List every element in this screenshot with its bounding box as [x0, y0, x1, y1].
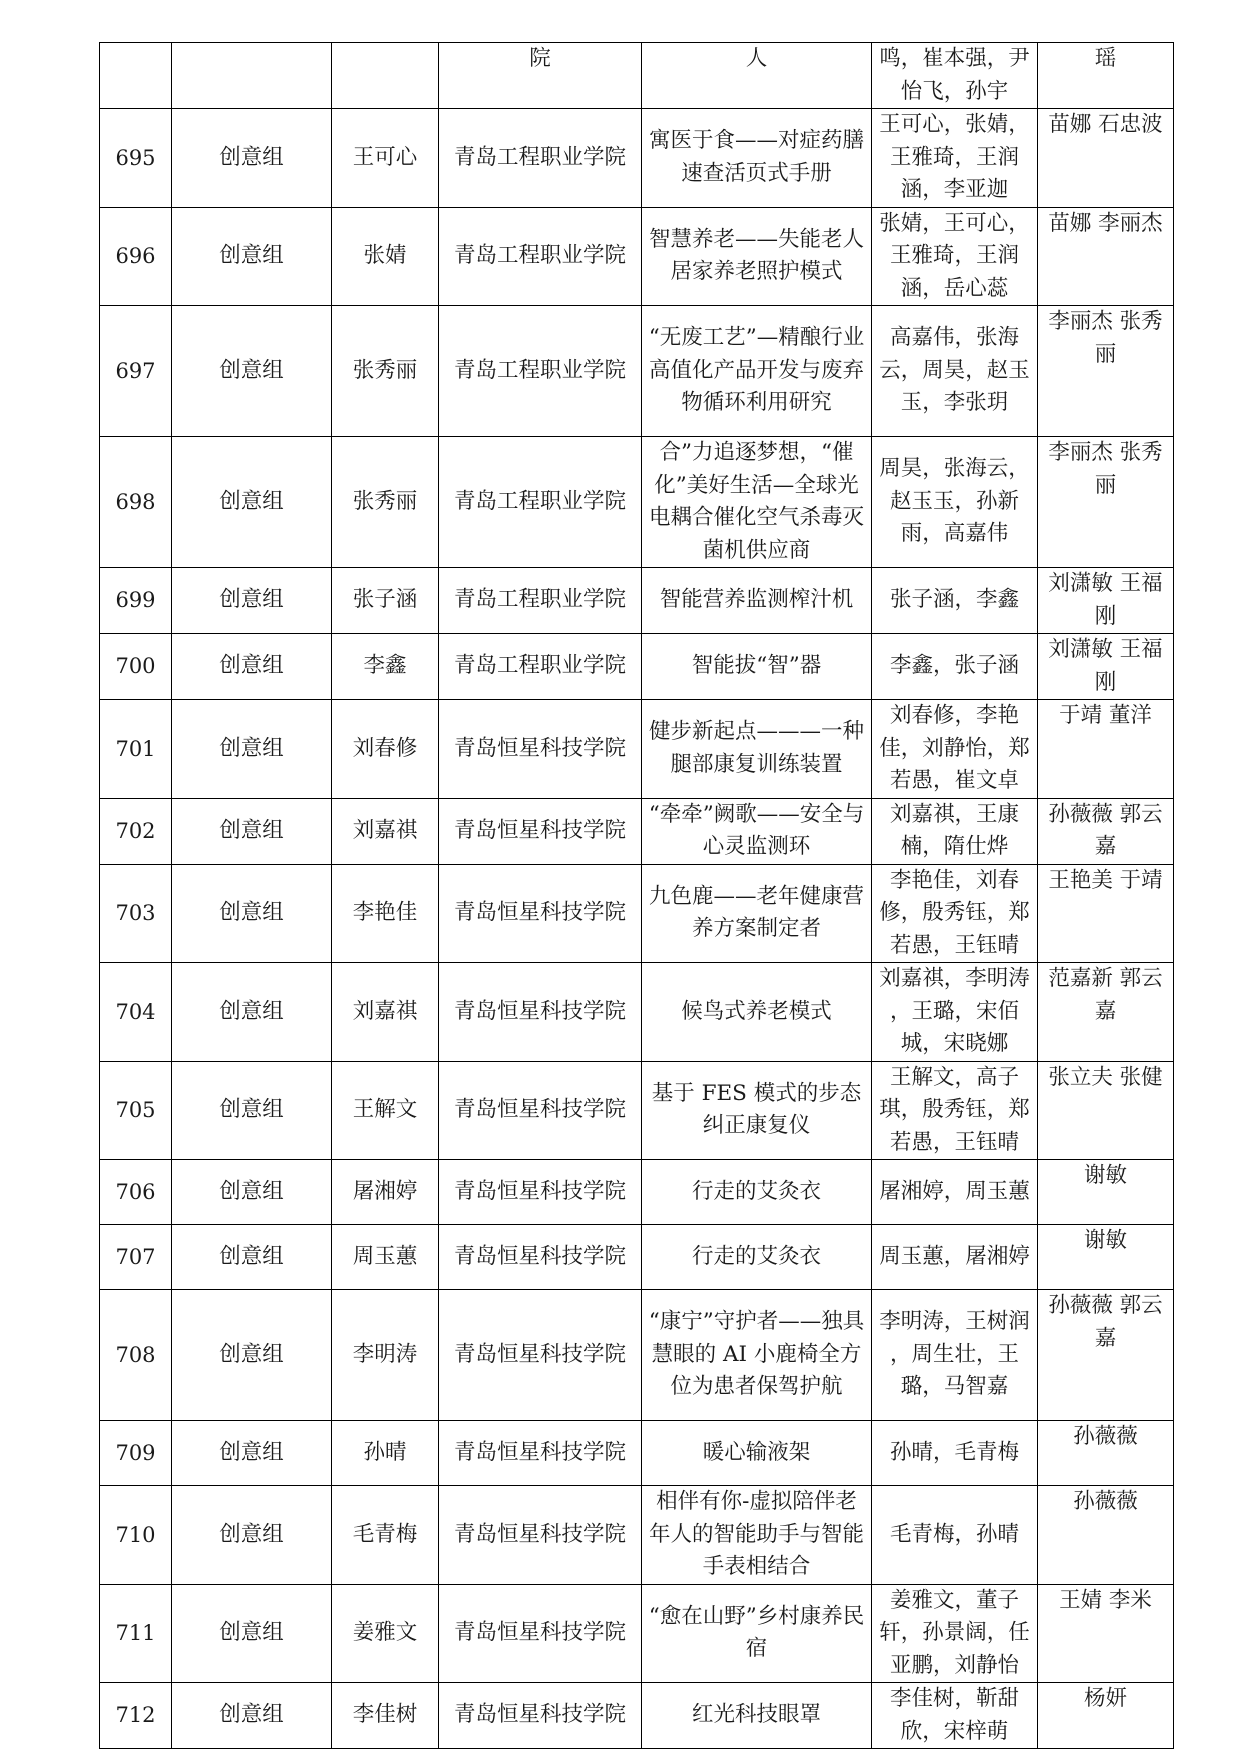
table-row [100, 1290, 1174, 1421]
cell-leader: 张子涵 [332, 568, 439, 634]
cell-advisors: 孙薇薇 [1038, 1486, 1174, 1585]
cell-seq: 701 [100, 700, 172, 799]
cell-leader: 王可心 [332, 109, 439, 208]
cell-seq: 700 [100, 634, 172, 700]
cell-advisors: 刘潇敏 王福刚 [1038, 568, 1174, 634]
cell-school: 青岛工程职业学院 [439, 109, 642, 208]
cell-advisors: 王艳美 于靖 [1038, 864, 1174, 963]
cell-seq: 704 [100, 963, 172, 1062]
cell-school: 青岛恒星科技学院 [439, 1486, 642, 1585]
cell-members: 李明涛，王树润 ，周生壮，王璐，马智嘉 [872, 1290, 1038, 1421]
cell-seq: 707 [100, 1225, 172, 1290]
cell-advisors: 张立夫 张健 [1038, 1061, 1174, 1160]
cell-members: 鸣，崔本强，尹怡飞，孙宇 [872, 43, 1038, 109]
cell-leader: 张秀丽 [332, 306, 439, 437]
cell-school: 青岛工程职业学院 [439, 207, 642, 306]
cell-seq: 706 [100, 1160, 172, 1225]
cell-members: 姜雅文，董子轩，孙景阔，任亚鹏，刘静怡 [872, 1584, 1038, 1683]
cell-advisors: 王婧 李米 [1038, 1584, 1174, 1683]
award-table [99, 42, 1174, 1749]
cell-school: 青岛恒星科技学院 [439, 1683, 642, 1749]
cell-group: 创意组 [172, 1225, 332, 1290]
table-row [100, 437, 1174, 568]
cell-project: 智慧养老——失能老人居家养老照护模式 [642, 207, 872, 306]
cell-school: 青岛恒星科技学院 [439, 1584, 642, 1683]
cell-seq: 702 [100, 798, 172, 864]
cell-members: 王解文，高子琪，殷秀钰，郑若愚，王钰晴 [872, 1061, 1038, 1160]
table-row [100, 1061, 1174, 1160]
cell-advisors: 苗娜 石忠波 [1038, 109, 1174, 208]
cell-leader: 孙晴 [332, 1421, 439, 1486]
cell-project: 行走的艾灸衣 [642, 1160, 872, 1225]
cell-group: 创意组 [172, 1683, 332, 1749]
cell-leader: 张秀丽 [332, 437, 439, 568]
cell-members: 张子涵，李鑫 [872, 568, 1038, 634]
cell-project: “康宁”守护者——独具慧眼的 AI 小鹿椅全方位为患者保驾护航 [642, 1290, 872, 1421]
cell-members: 孙晴，毛青梅 [872, 1421, 1038, 1486]
cell-seq: 712 [100, 1683, 172, 1749]
table-row [100, 306, 1174, 437]
cell-project: 行走的艾灸衣 [642, 1225, 872, 1290]
table-row [100, 864, 1174, 963]
cell-group: 创意组 [172, 306, 332, 437]
cell-members: 张婧，王可心，王雅琦，王润涵，岳心蕊 [872, 207, 1038, 306]
table-row [100, 1160, 1174, 1225]
cell-school: 青岛恒星科技学院 [439, 700, 642, 799]
cell-seq: 710 [100, 1486, 172, 1585]
cell-project: “无废工艺”—精酿行业高值化产品开发与废弃物循环利用研究 [642, 306, 872, 437]
cell-leader: 姜雅文 [332, 1584, 439, 1683]
cell-advisors: 李丽杰 张秀丽 [1038, 437, 1174, 568]
cell-project: “牵牵”阙歌——安全与心灵监测环 [642, 798, 872, 864]
cell-project: 基于 FES 模式的步态纠正康复仪 [642, 1061, 872, 1160]
cell-school: 青岛恒星科技学院 [439, 1421, 642, 1486]
cell-advisors: 杨妍 [1038, 1683, 1174, 1749]
cell-group: 创意组 [172, 700, 332, 799]
cell-group: 创意组 [172, 864, 332, 963]
table-row-continued [100, 43, 1174, 109]
table-row [100, 798, 1174, 864]
cell-advisors: 谢敏 [1038, 1160, 1174, 1225]
table-row [100, 634, 1174, 700]
cell-seq: 699 [100, 568, 172, 634]
cell-advisors: 孙薇薇 郭云嘉 [1038, 1290, 1174, 1421]
cell-group: 创意组 [172, 437, 332, 568]
cell-members: 刘春修，李艳佳，刘静怡，郑若愚，崔文卓 [872, 700, 1038, 799]
cell-members: 周昊，张海云，赵玉玉，孙新雨，高嘉伟 [872, 437, 1038, 568]
cell-members: 毛青梅，孙晴 [872, 1486, 1038, 1585]
cell-group: 创意组 [172, 1421, 332, 1486]
cell-seq: 698 [100, 437, 172, 568]
cell-school: 青岛工程职业学院 [439, 437, 642, 568]
table-row [100, 1683, 1174, 1749]
cell-school: 青岛恒星科技学院 [439, 864, 642, 963]
cell-advisors: 孙薇薇 郭云嘉 [1038, 798, 1174, 864]
cell-leader [332, 43, 439, 109]
cell-members: 刘嘉祺，王康楠，隋仕烨 [872, 798, 1038, 864]
cell-school: 青岛工程职业学院 [439, 634, 642, 700]
cell-members: 李鑫，张子涵 [872, 634, 1038, 700]
cell-leader: 刘春修 [332, 700, 439, 799]
cell-advisors: 于靖 董洋 [1038, 700, 1174, 799]
cell-project: 红光科技眼罩 [642, 1683, 872, 1749]
table-row [100, 109, 1174, 208]
table-row [100, 700, 1174, 799]
cell-seq: 711 [100, 1584, 172, 1683]
cell-members: 王可心，张婧，王雅琦，王润涵，李亚迦 [872, 109, 1038, 208]
cell-advisors: 谢敏 [1038, 1225, 1174, 1290]
table-row [100, 963, 1174, 1062]
cell-group: 创意组 [172, 798, 332, 864]
cell-school: 青岛恒星科技学院 [439, 798, 642, 864]
cell-advisors: 李丽杰 张秀丽 [1038, 306, 1174, 437]
cell-project: 人 [642, 43, 872, 109]
cell-project: 九色鹿——老年健康营养方案制定者 [642, 864, 872, 963]
cell-members: 屠湘婷，周玉蕙 [872, 1160, 1038, 1225]
cell-school: 青岛工程职业学院 [439, 568, 642, 634]
cell-project: 寓医于食——对症药膳速查活页式手册 [642, 109, 872, 208]
cell-leader: 李明涛 [332, 1290, 439, 1421]
cell-leader: 屠湘婷 [332, 1160, 439, 1225]
cell-leader: 李佳树 [332, 1683, 439, 1749]
cell-group: 创意组 [172, 1584, 332, 1683]
cell-group: 创意组 [172, 1061, 332, 1160]
cell-seq [100, 43, 172, 109]
cell-project: 智能拔“智”器 [642, 634, 872, 700]
cell-group: 创意组 [172, 963, 332, 1062]
cell-project: 相伴有你-虚拟陪伴老年人的智能助手与智能手表相结合 [642, 1486, 872, 1585]
cell-leader: 李艳佳 [332, 864, 439, 963]
cell-project: 合”力追逐梦想，“催化”美好生活—全球光电耦合催化空气杀毒灭菌机供应商 [642, 437, 872, 568]
cell-group: 创意组 [172, 634, 332, 700]
cell-advisors: 刘潇敏 王福刚 [1038, 634, 1174, 700]
cell-advisors: 范嘉新 郭云嘉 [1038, 963, 1174, 1062]
cell-project: 智能营养监测榨汁机 [642, 568, 872, 634]
cell-group [172, 43, 332, 109]
cell-school: 青岛工程职业学院 [439, 306, 642, 437]
cell-seq: 696 [100, 207, 172, 306]
cell-leader: 刘嘉祺 [332, 798, 439, 864]
cell-group: 创意组 [172, 109, 332, 208]
cell-group: 创意组 [172, 1290, 332, 1421]
cell-leader: 周玉蕙 [332, 1225, 439, 1290]
table-row [100, 207, 1174, 306]
cell-school: 青岛恒星科技学院 [439, 1061, 642, 1160]
cell-leader: 王解文 [332, 1061, 439, 1160]
cell-group: 创意组 [172, 207, 332, 306]
table-row [100, 568, 1174, 634]
cell-project: 候鸟式养老模式 [642, 963, 872, 1062]
cell-seq: 709 [100, 1421, 172, 1486]
cell-seq: 705 [100, 1061, 172, 1160]
cell-members: 刘嘉祺，李明涛 ，王璐，宋佰城，宋晓娜 [872, 963, 1038, 1062]
cell-school: 青岛恒星科技学院 [439, 963, 642, 1062]
table-body [100, 43, 1174, 1749]
cell-members: 高嘉伟，张海云，周昊，赵玉玉，李张玥 [872, 306, 1038, 437]
cell-school: 青岛恒星科技学院 [439, 1290, 642, 1421]
cell-school: 院 [439, 43, 642, 109]
table-row [100, 1584, 1174, 1683]
cell-members: 周玉蕙，屠湘婷 [872, 1225, 1038, 1290]
cell-group: 创意组 [172, 568, 332, 634]
table-row [100, 1225, 1174, 1290]
table-row [100, 1421, 1174, 1486]
cell-members: 李佳树，靳甜欣，宋梓萌 [872, 1683, 1038, 1749]
cell-group: 创意组 [172, 1486, 332, 1585]
cell-school: 青岛恒星科技学院 [439, 1225, 642, 1290]
cell-project: 健步新起点———一种腿部康复训练装置 [642, 700, 872, 799]
cell-seq: 703 [100, 864, 172, 963]
cell-seq: 708 [100, 1290, 172, 1421]
cell-school: 青岛恒星科技学院 [439, 1160, 642, 1225]
cell-advisors: 孙薇薇 [1038, 1421, 1174, 1486]
table-row [100, 1486, 1174, 1585]
cell-project: “愈在山野”乡村康养民宿 [642, 1584, 872, 1683]
cell-leader: 毛青梅 [332, 1486, 439, 1585]
cell-group: 创意组 [172, 1160, 332, 1225]
cell-seq: 697 [100, 306, 172, 437]
cell-members: 李艳佳，刘春修，殷秀钰，郑若愚，王钰晴 [872, 864, 1038, 963]
cell-project: 暖心输液架 [642, 1421, 872, 1486]
cell-leader: 张婧 [332, 207, 439, 306]
cell-advisors: 瑶 [1038, 43, 1174, 109]
cell-leader: 刘嘉祺 [332, 963, 439, 1062]
cell-leader: 李鑫 [332, 634, 439, 700]
cell-advisors: 苗娜 李丽杰 [1038, 207, 1174, 306]
cell-seq: 695 [100, 109, 172, 208]
